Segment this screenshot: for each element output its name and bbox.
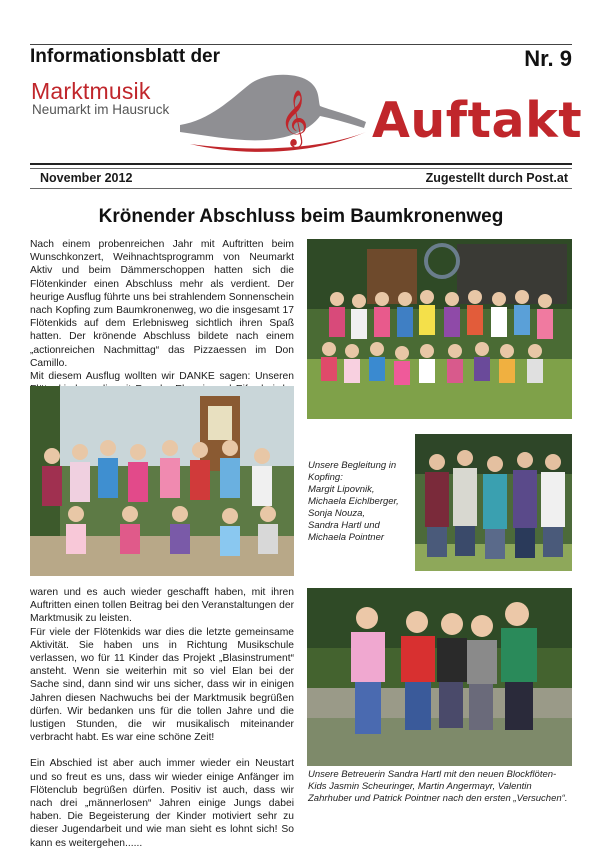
issue-number: Nr. 9	[524, 46, 572, 71]
svg-text:𝄞: 𝄞	[280, 90, 309, 146]
article-headline: Krönender Abschluss beim Baumkronenweg	[98, 206, 504, 227]
caption-escorts	[308, 460, 408, 544]
delivery-note: Zugestellt durch Post.at	[425, 171, 568, 185]
caption-escort-line: Unsere Begleitung in	[308, 460, 397, 471]
masthead-rule-bottom	[30, 188, 572, 189]
issue-date: November 2012	[40, 171, 133, 185]
photo-group-treetop-walk	[307, 239, 572, 419]
newsletter-name: Auftakt	[372, 92, 583, 149]
photo-escort-women	[415, 434, 572, 571]
brand-subtitle: Neumarkt im Hausruck	[32, 102, 170, 117]
caption-escort-line: Michaela Pointner	[308, 532, 385, 543]
paragraph-thanks-start: Mit diesem Ausflug wollten wir DANKE sagen: Unseren	[30, 371, 294, 383]
caption-escort-line: Margit Lipovnik,	[308, 484, 375, 495]
photo-new-recorder-kids	[307, 588, 572, 766]
masthead-top-rule	[30, 44, 572, 45]
paragraph-thanks-end: waren und es auch wieder geschafft haben, mit ihren Auftritten einen tollen Beitrag bei den Veranstaltungen der Marktmusik zu leisten.	[30, 587, 294, 625]
masthead-rule-thin	[30, 168, 572, 169]
masthead-rule-thick	[30, 163, 572, 165]
paragraph-new-start: Ein Abschied ist aber auch immer wieder ein Neustart und so freut es uns, dass wir wieder einige Anfänger im Flötenclub begrüßen dürfen. Positiv ist auch, dass wir nach drei „männerlosen“ Jahren einige Jungs dabei haben. Die Begeisterung der Kinder motiviert sehr zu dieser Jugendarbeit und wie man sieht es lohnt sich! So kann es weitergehen......	[30, 758, 294, 849]
caption-escort-line: Sonja Nouza,	[308, 508, 366, 519]
article-column-top	[30, 238, 294, 410]
paragraph-farewell: Für viele der Flötenkids war dies die letzte gemeinsame Aktivität. Sie haben uns in Richtung Musikschule verlassen, wo für 11 Kinder das Projekt „Blasinstrument“ ansteht. Wenn sie weiterhin mit so viel Elan bei der Sache sind, dann sind wir uns sicher, dass wir in einigen Jahren diesen Nachwuchs bei der Marktmusik begrüßen dürfen. Wir bedanken uns für die tollen Jahre und die lustigen Stunden, die wir musikalisch miteinander verbracht habt. Es war eine schöne Zeit!	[30, 626, 294, 744]
caption-new-recorder-kids: Unsere Betreuerin Sandra Hartl mit den neuen Blockflöten-Kids Jasmin Scheuringer, Martin Angermayr, Valentin Zahrhuber und Patrick Pointner nach den ersten „Versuchen“.	[308, 769, 568, 804]
photo-kids-group-left	[30, 386, 294, 576]
article-column-bottom	[30, 586, 294, 850]
caption-escort-line: Kopfing:	[308, 472, 343, 483]
caption-escort-line: Michaela Eichlberger,	[308, 496, 399, 507]
hat-clef-logo-icon	[170, 70, 370, 160]
masthead-title: Informationsblatt der	[30, 46, 221, 67]
caption-escort-line: Sandra Hartl und	[308, 520, 380, 531]
paragraph-spacer	[30, 744, 294, 757]
paragraph-intro: Nach einem probenreichen Jahr mit Auftritten beim Wunschkonzert, Weihnachtsprogramm von Neumarkt Aktiv und beim Dämmerschoppen hatten sich die Flötenkinder einen Abschluss mehr als verdient. Der heurige Ausflug führte uns bei strahlendem Sonnenschein nach Kopfing zum Baumkronenweg, wo die insgesamt 17 Flötenkids auf dem Erlebnisweg sichtlich ihren Spaß hatten. Der krönende Abschluss bildete nach einem „actionreichen Nachmittag“ das Pizzaessen im Don Camillo.	[30, 239, 294, 369]
brand-name: Marktmusik	[31, 78, 151, 104]
